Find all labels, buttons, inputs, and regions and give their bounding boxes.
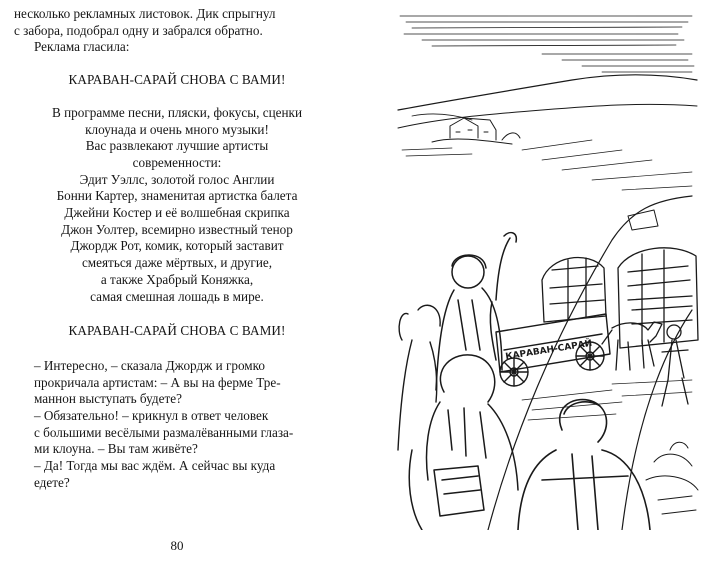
page-number: 80 xyxy=(170,538,184,553)
dialogue-paragraph-2 xyxy=(14,408,340,458)
text-line: Джордж Рот, комик, который заставит xyxy=(70,238,284,254)
text-line: маннон выступать будете? xyxy=(34,391,182,407)
ad-program-block xyxy=(14,105,340,305)
text-line: Бонни Картер, знаменитая артистка балета xyxy=(56,188,298,204)
left-figures xyxy=(398,305,440,450)
ad-intro-paragraph xyxy=(14,39,340,56)
text-line: В программе песни, пляски, фокусы, сценки xyxy=(52,104,302,120)
text-line: – Обязательно! – крикнул в ответ человек xyxy=(34,408,269,424)
text-line: – Интересно, – сказала Джордж и громко xyxy=(34,357,265,373)
text-line: Эдит Уэллс, золотой голос Англии xyxy=(79,171,275,187)
text-line: а также Храбрый Коняжка, xyxy=(100,271,254,287)
text-line: едете? xyxy=(34,474,70,490)
dialogue-paragraph-1 xyxy=(14,358,340,408)
intro-paragraph xyxy=(14,6,340,39)
farmhouse xyxy=(432,118,520,144)
text-line: Джон Уолтер, всемирно известный тенор xyxy=(61,221,293,237)
right-page xyxy=(392,10,704,530)
left-page xyxy=(14,6,340,558)
text-line: ми клоуна. – Вы там живёте? xyxy=(34,441,198,457)
sky-hatching xyxy=(400,16,694,72)
dialogue-paragraph-3 xyxy=(14,458,340,491)
ad-heading-1: КАРАВАН-САРАЙ СНОВА С ВАМИ! xyxy=(68,72,286,88)
text-line: с забора, подобрал одну и забрался обратно. xyxy=(14,22,263,38)
cart-caption: КАРАВАН-САРАЙ xyxy=(504,338,593,363)
girl-foreground xyxy=(409,355,518,530)
bushes xyxy=(646,442,698,514)
walking-figure xyxy=(662,325,688,406)
text-line: современности: xyxy=(132,154,222,170)
text-line: несколько рекламных листовок. Дик спрыгнул xyxy=(14,6,276,21)
caravan-illustration xyxy=(392,10,704,530)
ad-heading-2: КАРАВАН-САРАЙ СНОВА С ВАМИ! xyxy=(68,323,286,339)
text-line: Джейни Костер и её волшебная скрипка xyxy=(64,205,290,221)
text-line: Реклама гласила: xyxy=(34,39,130,55)
text-line: – Да! Тогда мы вас ждём. А сейчас вы куда xyxy=(34,458,276,474)
boy-waving xyxy=(436,233,516,390)
text-line: с большими весёлыми размалёванными глаза- xyxy=(34,424,294,440)
field-hatching xyxy=(402,140,692,190)
text-line: клоунада и очень много музыки! xyxy=(85,121,269,137)
text-line: прокричала артистам: – А вы на ферме Тре- xyxy=(34,374,281,390)
horse xyxy=(602,322,662,370)
text-line: самая смешная лошадь в мире. xyxy=(90,288,264,304)
page-text xyxy=(14,6,340,492)
text-line: Вас развлекают лучшие артисты xyxy=(85,138,269,154)
text-line: смеяться даже мёртвых, и другие, xyxy=(81,255,273,271)
